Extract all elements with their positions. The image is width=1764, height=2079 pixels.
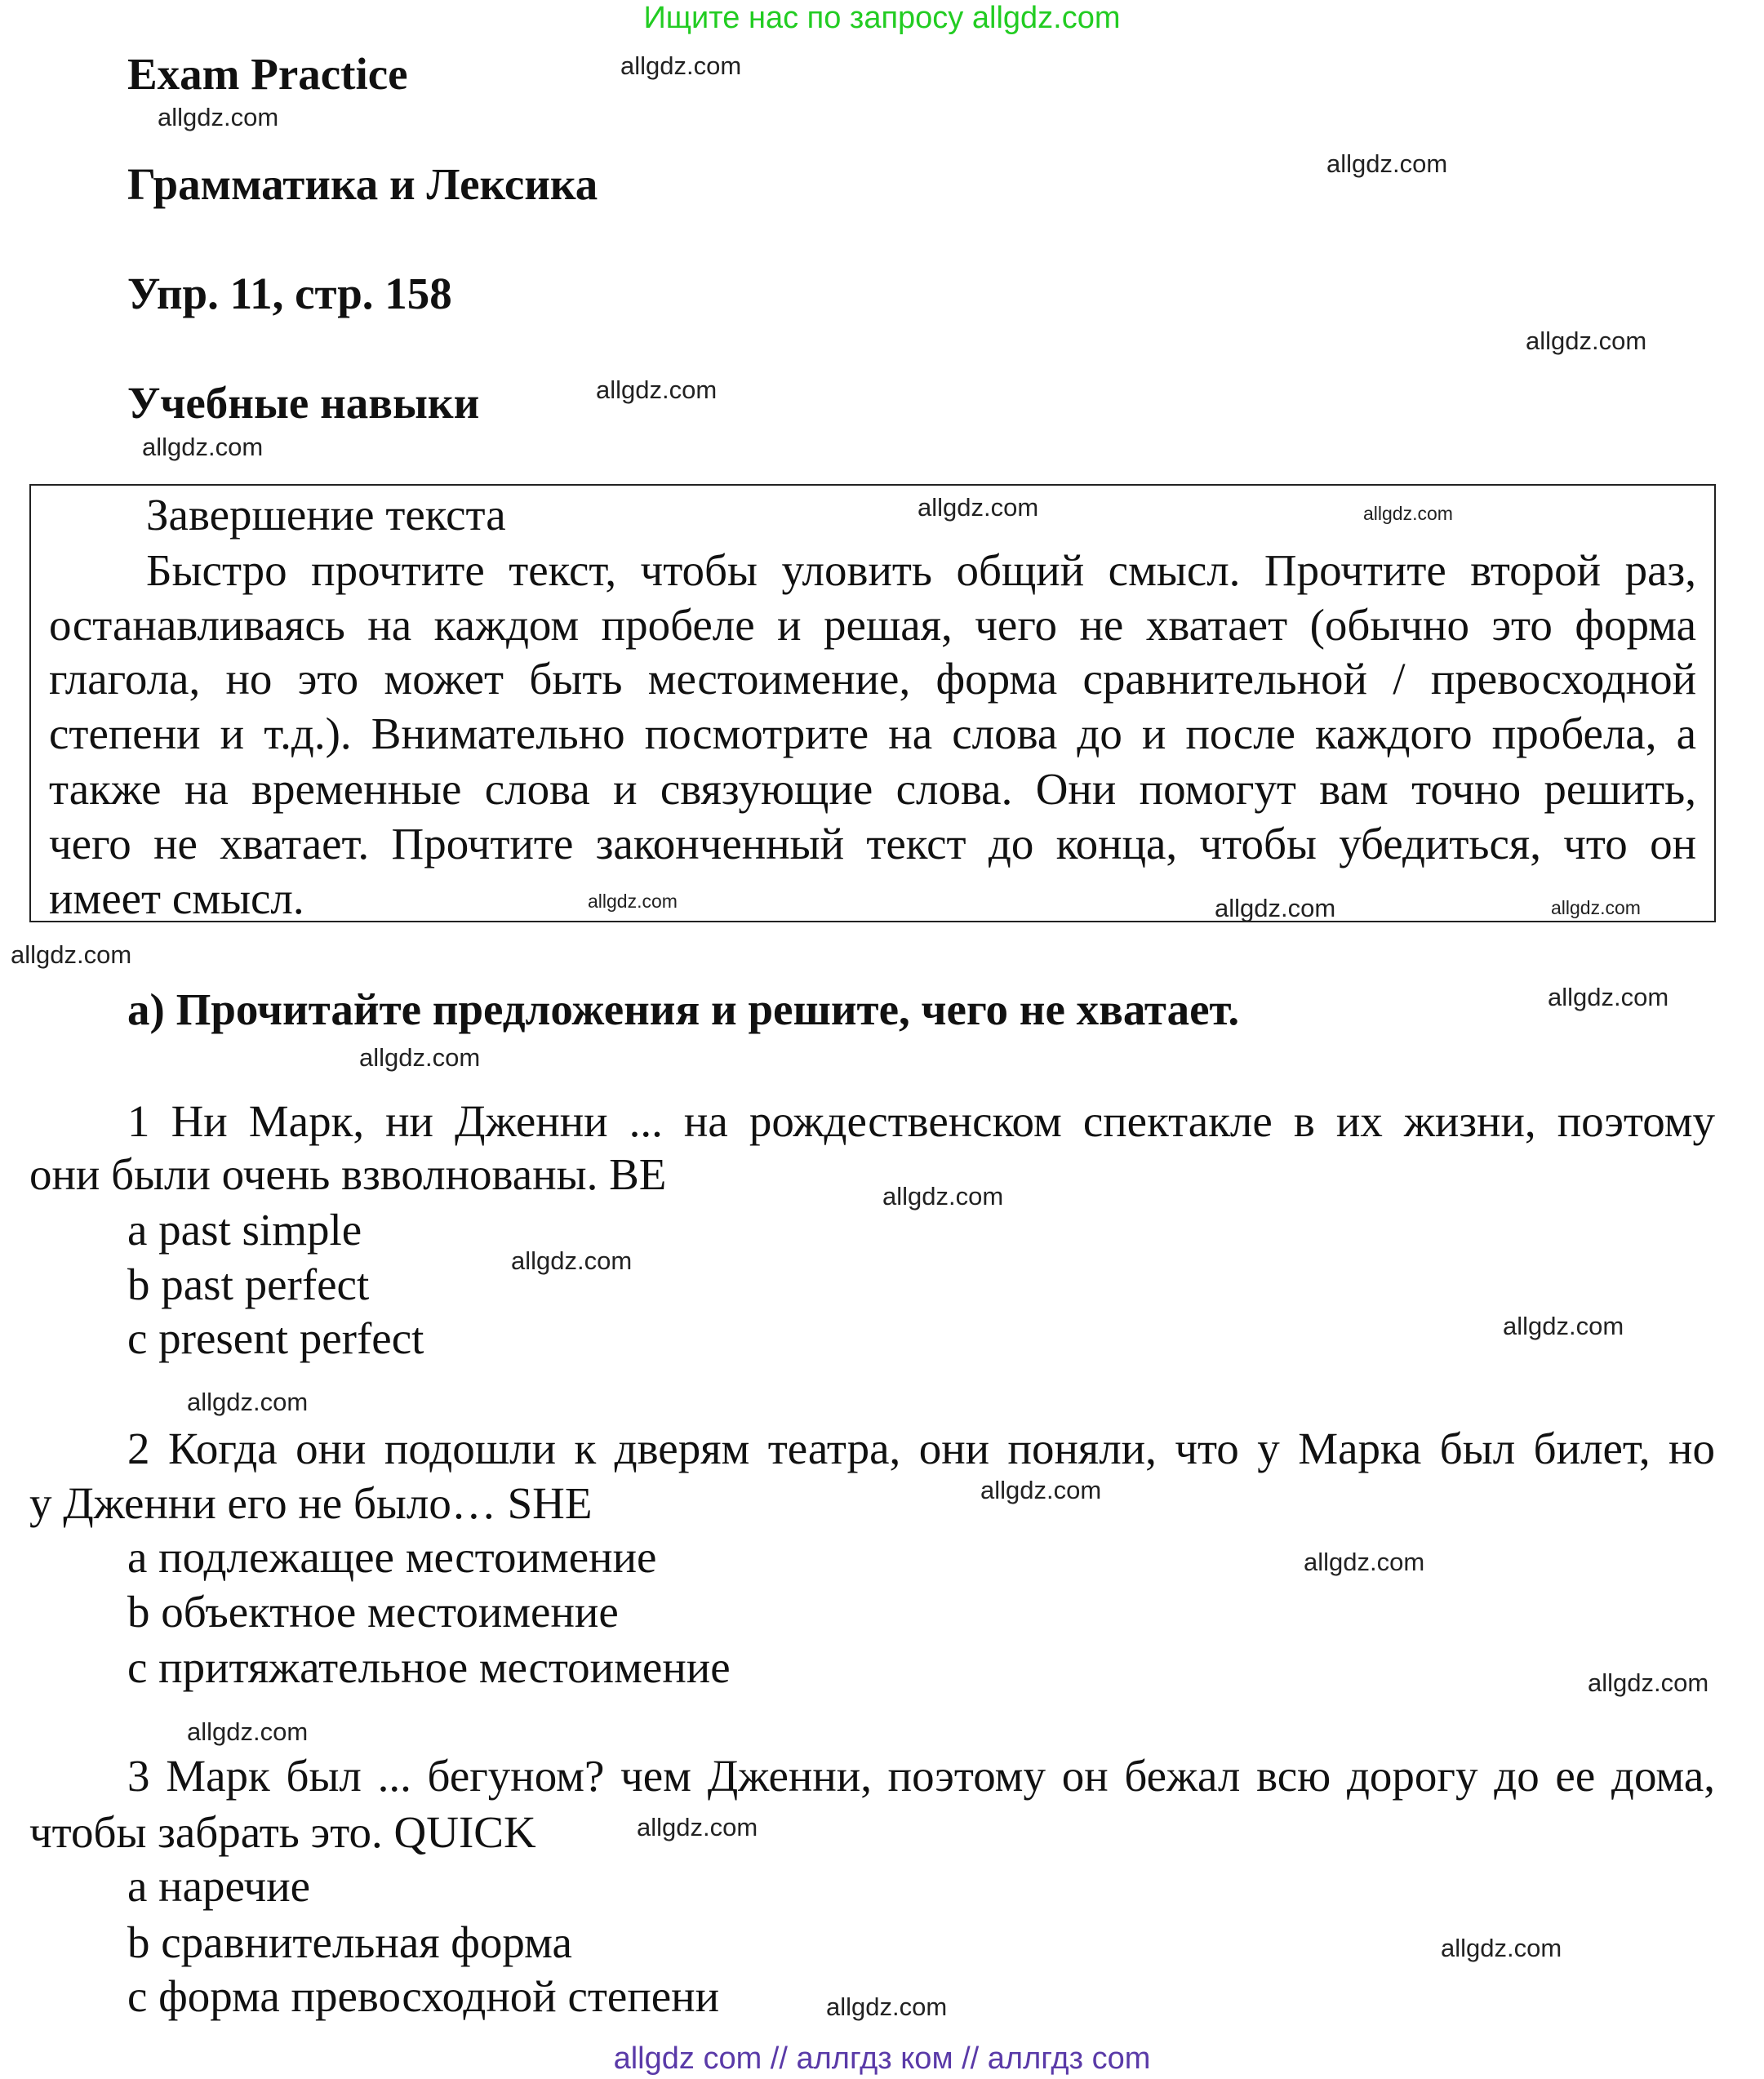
topic-heading: Грамматика и Лексика <box>127 159 598 209</box>
watermark: allgdz.com <box>588 891 678 912</box>
tip-box-line: также на временные слова и связующие слова. Они помогут вам точно решить, <box>49 764 1696 814</box>
watermark: allgdz.com <box>1551 897 1641 918</box>
watermark: allgdz.com <box>158 103 279 131</box>
question-3-text-cont: чтобы забрать это. QUICK <box>29 1807 536 1857</box>
question-1-text-cont: они были очень взволнованы. BE <box>29 1149 667 1199</box>
watermark: allgdz.com <box>1326 149 1448 178</box>
watermark: allgdz.com <box>980 1476 1102 1504</box>
question-2-option-b: b объектное местоимение <box>127 1587 619 1637</box>
watermark: allgdz.com <box>1215 894 1336 922</box>
question-2-text: 2 Когда они подошли к дверям театра, они поняли, что у Марка был билет, но <box>127 1424 1715 1473</box>
section-heading: Exam Practice <box>127 49 408 99</box>
watermark: allgdz.com <box>511 1246 633 1275</box>
watermark: allgdz.com <box>1526 327 1647 355</box>
watermark: allgdz.com <box>1588 1668 1709 1697</box>
watermark: allgdz.com <box>142 433 264 461</box>
tip-box-line: степени и т.д.). Внимательно посмотрите на слова до и после каждого пробела, а <box>49 709 1696 758</box>
tip-box-line: глагола, но это может быть местоимение, форма сравнительной / превосходной <box>49 654 1696 704</box>
exercise-heading: Упр. 11, стр. 158 <box>127 269 452 318</box>
question-3-option-c: c форма превосходной степени <box>127 1971 720 2021</box>
question-3-option-b: b сравнительная форма <box>127 1917 572 1967</box>
watermark: allgdz.com <box>1548 983 1669 1011</box>
task-a-instruction: а) Прочитайте предложения и решите, чего не хватает. <box>127 984 1240 1034</box>
search-banner: Ищите нас по запросу allgdz.com <box>643 1 1121 35</box>
watermark: allgdz.com <box>918 493 1039 522</box>
watermark: allgdz.com <box>187 1717 309 1746</box>
watermark: allgdz.com <box>637 1813 758 1841</box>
question-1-option-a: a past simple <box>127 1205 362 1255</box>
tip-box-line: Быстро прочтите текст, чтобы уловить общий смысл. Прочтите второй раз, <box>146 545 1696 595</box>
watermark: allgdz.com <box>1304 1548 1425 1576</box>
watermark: allgdz.com <box>826 1992 948 2021</box>
question-2-option-c: c притяжательное местоимение <box>127 1642 731 1692</box>
tip-box-title: Завершение текста <box>146 490 506 540</box>
tip-box-line: останавливаясь на каждом пробеле и решая, чего не хватает (обычно это форма <box>49 600 1696 650</box>
watermark: allgdz.com <box>596 375 718 404</box>
watermark: allgdz.com <box>187 1388 309 1416</box>
tip-box-line: имеет смысл. <box>49 873 304 923</box>
tip-box-line: чего не хватает. Прочтите законченный текст до конца, чтобы убедиться, что он <box>49 819 1696 868</box>
watermark: allgdz.com <box>11 940 132 969</box>
watermark: allgdz.com <box>620 51 742 80</box>
skills-heading: Учебные навыки <box>127 378 480 428</box>
watermark: allgdz.com <box>1503 1312 1624 1340</box>
question-2-text-cont: у Дженни его не было… SHE <box>29 1478 593 1528</box>
watermark: allgdz.com <box>882 1182 1004 1211</box>
question-3-option-a: a наречие <box>127 1861 311 1911</box>
question-2-option-a: а подлежащее местоимение <box>127 1532 657 1582</box>
question-1-option-b: b past perfect <box>127 1259 370 1309</box>
watermark: allgdz.com <box>1363 503 1453 524</box>
question-3-text: 3 Марк был ... бегуном? чем Дженни, поэтому он бежал всю дорогу до ее дома, <box>127 1751 1715 1801</box>
watermark: allgdz.com <box>359 1043 481 1072</box>
question-1-option-c: c present perfect <box>127 1313 424 1363</box>
footer-links[interactable]: allgdz com // аллгдз ком // аллгдз com <box>613 2041 1151 2076</box>
question-1-text: 1 Ни Марк, ни Дженни ... на рождественском спектакле в их жизни, поэтому <box>127 1096 1715 1146</box>
watermark: allgdz.com <box>1441 1934 1562 1962</box>
